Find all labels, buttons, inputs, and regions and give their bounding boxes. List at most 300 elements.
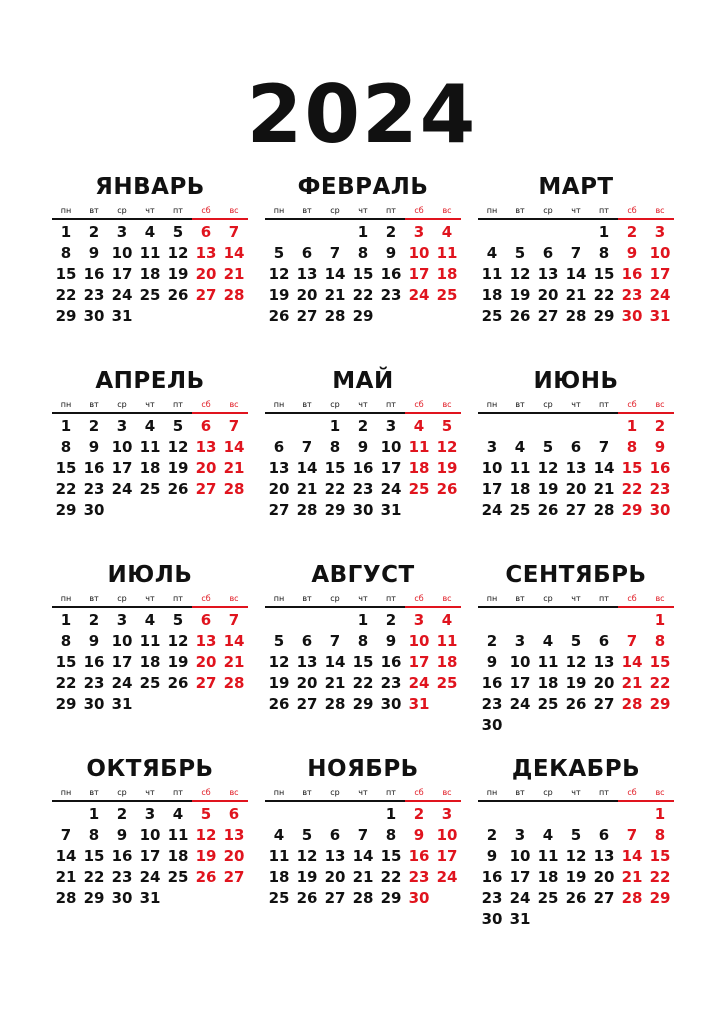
day-cell: 3: [144, 805, 156, 823]
day-cell: 24: [111, 480, 133, 498]
day-cell: 25: [436, 286, 458, 304]
day-cell: 14: [223, 244, 245, 262]
weekday-label: вс: [655, 400, 665, 409]
weekday-label: вс: [442, 400, 452, 409]
day-cell: 1: [88, 805, 100, 823]
day-cell: [293, 610, 321, 631]
weekday-label: чт: [145, 400, 155, 409]
week-row: [265, 694, 461, 715]
day-cell: 6: [228, 805, 240, 823]
day-cell: 23: [408, 868, 430, 886]
day-cell: 19: [565, 868, 587, 886]
week-row: [52, 825, 248, 846]
week-row: [52, 458, 248, 479]
day-cell: 23: [83, 286, 105, 304]
weekday-label: чт: [571, 400, 581, 409]
day-cell: 31: [649, 307, 671, 325]
weekday-label: сб: [414, 206, 424, 215]
day-cell: 18: [537, 868, 559, 886]
day-cell: [590, 610, 618, 631]
day-cell: [405, 306, 433, 327]
weekday-header: [478, 592, 674, 606]
day-cell: 28: [352, 889, 374, 907]
day-cell: 29: [649, 695, 671, 713]
month-name: МАРТ: [538, 174, 614, 200]
day-cell: 6: [200, 611, 212, 629]
day-cell: 20: [268, 480, 290, 498]
day-cell: 21: [324, 674, 346, 692]
day-cell: 27: [195, 674, 217, 692]
day-cell: 3: [413, 223, 425, 241]
day-cell: [265, 804, 293, 825]
day-cell: [265, 416, 293, 437]
month-name: ОКТЯБРЬ: [86, 756, 214, 782]
day-cell: [562, 416, 590, 437]
day-cell: 2: [88, 223, 100, 241]
day-cell: 11: [537, 653, 559, 671]
week-row: [265, 306, 461, 327]
day-cell: 5: [301, 826, 313, 844]
day-cell: 10: [408, 632, 430, 650]
day-cell: 19: [268, 674, 290, 692]
weekday-label: чт: [358, 594, 368, 603]
day-cell: [433, 694, 461, 715]
day-cell: 28: [296, 501, 318, 519]
day-cell: 8: [60, 438, 72, 456]
day-cell: 26: [268, 695, 290, 713]
day-cell: 6: [301, 244, 313, 262]
week-row: [52, 264, 248, 285]
week-row: [52, 500, 248, 521]
weekday-label: ср: [330, 400, 340, 409]
day-cell: 27: [268, 501, 290, 519]
header-rule: [265, 412, 461, 414]
weekday-header: [265, 204, 461, 218]
day-cell: 11: [537, 847, 559, 865]
header-rule: [52, 606, 248, 608]
day-cell: 27: [296, 695, 318, 713]
day-cell: 22: [593, 286, 615, 304]
day-cell: 24: [380, 480, 402, 498]
week-row: [478, 285, 674, 306]
day-cell: 9: [357, 438, 369, 456]
day-cell: [590, 909, 618, 930]
day-cell: [433, 306, 461, 327]
week-row: [52, 652, 248, 673]
day-cell: 22: [352, 674, 374, 692]
month-name: ИЮЛЬ: [107, 562, 193, 588]
week-row: [52, 479, 248, 500]
day-cell: 3: [654, 223, 666, 241]
day-cell: 26: [565, 889, 587, 907]
day-cell: 9: [88, 632, 100, 650]
weekday-label: пт: [173, 594, 183, 603]
day-cell: 25: [139, 480, 161, 498]
day-cell: 1: [357, 223, 369, 241]
header-rule: [478, 800, 674, 802]
day-cell: 22: [83, 868, 105, 886]
day-cell: [506, 222, 534, 243]
week-row: [478, 306, 674, 327]
week-row: [478, 264, 674, 285]
day-cell: 6: [598, 632, 610, 650]
week-row: [478, 694, 674, 715]
day-cell: 16: [83, 653, 105, 671]
day-cell: 28: [593, 501, 615, 519]
day-cell: 18: [139, 459, 161, 477]
day-cell: 15: [352, 653, 374, 671]
weekday-label: пн: [486, 788, 498, 797]
day-cell: 4: [486, 244, 498, 262]
week-row: [265, 867, 461, 888]
week-row: [478, 715, 674, 736]
day-cell: [590, 416, 618, 437]
day-cell: 24: [649, 286, 671, 304]
weekday-label: пн: [486, 400, 498, 409]
week-row: [265, 888, 461, 909]
day-cell: 21: [223, 459, 245, 477]
day-cell: 15: [621, 459, 643, 477]
day-cell: 29: [649, 889, 671, 907]
day-cell: [52, 804, 80, 825]
day-cell: 12: [167, 244, 189, 262]
day-cell: 24: [408, 674, 430, 692]
day-cell: 18: [139, 653, 161, 671]
weekday-label: сб: [201, 206, 211, 215]
day-cell: [618, 909, 646, 930]
weekday-label: ср: [117, 594, 127, 603]
day-cell: 18: [268, 868, 290, 886]
day-cell: 11: [436, 632, 458, 650]
day-cell: [192, 694, 220, 715]
week-row: [265, 631, 461, 652]
weekday-label: ср: [117, 400, 127, 409]
month-name: АВГУСТ: [311, 562, 415, 588]
day-cell: 14: [352, 847, 374, 865]
day-cell: 25: [139, 286, 161, 304]
day-cell: 31: [111, 695, 133, 713]
day-cell: 27: [223, 868, 245, 886]
weekday-header: [265, 398, 461, 412]
day-cell: 20: [195, 653, 217, 671]
week-row: [478, 479, 674, 500]
day-cell: 16: [621, 265, 643, 283]
day-cell: 30: [83, 501, 105, 519]
day-cell: 14: [223, 438, 245, 456]
day-cell: 12: [537, 459, 559, 477]
day-cell: 29: [352, 307, 374, 325]
day-cell: 5: [172, 611, 184, 629]
day-cell: 20: [324, 868, 346, 886]
weekday-label: вт: [515, 788, 525, 797]
day-cell: 1: [626, 417, 638, 435]
day-cell: [534, 222, 562, 243]
weekday-label: сб: [201, 594, 211, 603]
month-name: НОЯБРЬ: [307, 756, 419, 782]
day-cell: 19: [167, 653, 189, 671]
day-cell: 31: [380, 501, 402, 519]
day-cell: 20: [537, 286, 559, 304]
day-cell: 30: [481, 910, 503, 928]
day-cell: 10: [509, 847, 531, 865]
day-cell: 11: [139, 632, 161, 650]
day-cell: 28: [223, 480, 245, 498]
day-cell: 16: [481, 868, 503, 886]
weekday-label: пн: [273, 400, 285, 409]
day-cell: 9: [654, 438, 666, 456]
day-cell: 1: [654, 611, 666, 629]
weekday-header: [52, 592, 248, 606]
day-cell: 6: [570, 438, 582, 456]
day-cell: [478, 610, 506, 631]
weekday-label: сб: [414, 788, 424, 797]
day-cell: 10: [649, 244, 671, 262]
weekday-label: сб: [627, 594, 637, 603]
day-cell: 18: [167, 847, 189, 865]
month-name: ИЮНЬ: [533, 368, 619, 394]
day-cell: [618, 715, 646, 736]
week-row: [52, 416, 248, 437]
day-cell: 8: [654, 632, 666, 650]
day-cell: 29: [55, 307, 77, 325]
weekday-header: [265, 592, 461, 606]
day-cell: 16: [408, 847, 430, 865]
week-row: [478, 888, 674, 909]
month-block: [478, 562, 674, 736]
weekday-label: ср: [330, 594, 340, 603]
day-cell: 28: [621, 889, 643, 907]
day-cell: 24: [111, 674, 133, 692]
weekday-label: вт: [89, 206, 99, 215]
month-block: [478, 174, 674, 327]
day-cell: 18: [408, 459, 430, 477]
day-cell: 4: [144, 611, 156, 629]
weekday-label: пт: [386, 594, 396, 603]
day-cell: 29: [324, 501, 346, 519]
weekday-label: пн: [60, 400, 72, 409]
header-rule: [478, 218, 674, 220]
day-cell: 14: [621, 653, 643, 671]
day-cell: 29: [83, 889, 105, 907]
day-cell: 2: [413, 805, 425, 823]
day-cell: [192, 888, 220, 909]
day-cell: 21: [621, 674, 643, 692]
day-cell: 13: [296, 265, 318, 283]
day-cell: 27: [565, 501, 587, 519]
weekday-label: вс: [655, 594, 665, 603]
day-cell: 14: [565, 265, 587, 283]
month-block: [265, 756, 461, 909]
day-cell: 6: [542, 244, 554, 262]
weekday-label: пн: [486, 206, 498, 215]
weekday-label: чт: [358, 206, 368, 215]
day-cell: 12: [565, 653, 587, 671]
day-cell: 8: [60, 632, 72, 650]
day-cell: 29: [55, 695, 77, 713]
day-cell: 30: [649, 501, 671, 519]
header-rule: [52, 412, 248, 414]
week-row: [52, 285, 248, 306]
day-cell: 10: [111, 244, 133, 262]
day-cell: 28: [223, 286, 245, 304]
day-cell: 6: [273, 438, 285, 456]
week-row: [265, 846, 461, 867]
day-cell: 3: [486, 438, 498, 456]
day-cell: 6: [200, 417, 212, 435]
day-cell: 19: [167, 459, 189, 477]
week-row: [265, 825, 461, 846]
weekday-label: пн: [60, 206, 72, 215]
day-cell: 2: [626, 223, 638, 241]
day-cell: 25: [139, 674, 161, 692]
day-cell: 13: [593, 847, 615, 865]
month-name: ЯНВАРЬ: [95, 174, 205, 200]
day-cell: [265, 222, 293, 243]
weekday-label: сб: [414, 594, 424, 603]
month-block: [52, 562, 248, 715]
weekday-header: [265, 786, 461, 800]
day-cell: 16: [481, 674, 503, 692]
day-cell: 27: [537, 307, 559, 325]
day-cell: [136, 694, 164, 715]
day-cell: 31: [111, 307, 133, 325]
day-cell: 16: [352, 459, 374, 477]
weekday-label: сб: [627, 206, 637, 215]
month-name: АПРЕЛЬ: [95, 368, 205, 394]
day-cell: 19: [565, 674, 587, 692]
day-cell: 13: [195, 438, 217, 456]
weekday-label: чт: [145, 594, 155, 603]
weekday-label: чт: [358, 788, 368, 797]
day-cell: 17: [509, 868, 531, 886]
week-row: [52, 846, 248, 867]
day-cell: 2: [486, 826, 498, 844]
day-cell: 24: [509, 695, 531, 713]
day-cell: 18: [436, 265, 458, 283]
day-cell: 30: [408, 889, 430, 907]
day-cell: 1: [598, 223, 610, 241]
day-cell: 7: [228, 417, 240, 435]
day-cell: [321, 804, 349, 825]
day-cell: 20: [195, 459, 217, 477]
day-cell: 10: [436, 826, 458, 844]
day-cell: [164, 306, 192, 327]
day-cell: 4: [441, 223, 453, 241]
week-row: [478, 804, 674, 825]
day-cell: [192, 500, 220, 521]
day-cell: 2: [654, 417, 666, 435]
day-cell: 27: [593, 889, 615, 907]
day-cell: [506, 804, 534, 825]
day-cell: 8: [60, 244, 72, 262]
weekday-label: пт: [173, 788, 183, 797]
day-cell: 5: [172, 417, 184, 435]
weekday-label: чт: [571, 788, 581, 797]
weekday-label: сб: [414, 400, 424, 409]
day-cell: 18: [481, 286, 503, 304]
day-cell: 8: [357, 244, 369, 262]
day-cell: 11: [481, 265, 503, 283]
header-rule: [265, 800, 461, 802]
day-cell: 12: [268, 653, 290, 671]
day-cell: 15: [352, 265, 374, 283]
day-cell: 9: [413, 826, 425, 844]
weekday-label: сб: [201, 400, 211, 409]
day-cell: [405, 500, 433, 521]
day-cell: 25: [167, 868, 189, 886]
day-cell: [321, 222, 349, 243]
day-cell: 3: [116, 417, 128, 435]
day-cell: 17: [436, 847, 458, 865]
day-cell: 25: [509, 501, 531, 519]
day-cell: 2: [357, 417, 369, 435]
weekday-label: вс: [442, 788, 452, 797]
weekday-label: пт: [386, 788, 396, 797]
day-cell: 4: [144, 417, 156, 435]
weekday-header: [478, 398, 674, 412]
day-cell: 9: [626, 244, 638, 262]
weekday-label: пн: [60, 788, 72, 797]
week-row: [478, 867, 674, 888]
weekday-label: сб: [201, 788, 211, 797]
day-cell: 15: [593, 265, 615, 283]
day-cell: 5: [273, 244, 285, 262]
day-cell: 3: [385, 417, 397, 435]
day-cell: 9: [116, 826, 128, 844]
day-cell: [562, 715, 590, 736]
day-cell: [478, 804, 506, 825]
day-cell: 14: [223, 632, 245, 650]
day-cell: [562, 909, 590, 930]
day-cell: 16: [380, 653, 402, 671]
day-cell: 17: [408, 653, 430, 671]
day-cell: 16: [83, 265, 105, 283]
day-cell: 5: [542, 438, 554, 456]
day-cell: 20: [296, 674, 318, 692]
day-cell: 7: [228, 223, 240, 241]
day-cell: 31: [509, 910, 531, 928]
week-row: [478, 222, 674, 243]
month-block: [265, 562, 461, 715]
day-cell: 7: [228, 611, 240, 629]
day-cell: 11: [167, 826, 189, 844]
day-cell: 2: [88, 417, 100, 435]
weekday-label: вт: [515, 400, 525, 409]
week-row: [52, 222, 248, 243]
day-cell: [646, 909, 674, 930]
weekday-header: [478, 786, 674, 800]
day-cell: 27: [324, 889, 346, 907]
weekday-label: пт: [173, 206, 183, 215]
week-row: [52, 437, 248, 458]
day-cell: 26: [436, 480, 458, 498]
day-cell: 10: [111, 632, 133, 650]
day-cell: 4: [514, 438, 526, 456]
day-cell: 14: [324, 265, 346, 283]
day-cell: 7: [329, 632, 341, 650]
day-cell: 15: [324, 459, 346, 477]
day-cell: 24: [111, 286, 133, 304]
week-row: [478, 631, 674, 652]
weekday-header: [478, 204, 674, 218]
weekday-label: пт: [386, 400, 396, 409]
day-cell: 28: [223, 674, 245, 692]
day-cell: 4: [172, 805, 184, 823]
day-cell: 17: [111, 653, 133, 671]
day-cell: 7: [570, 244, 582, 262]
weekday-label: ср: [543, 594, 553, 603]
weekday-label: чт: [358, 400, 368, 409]
